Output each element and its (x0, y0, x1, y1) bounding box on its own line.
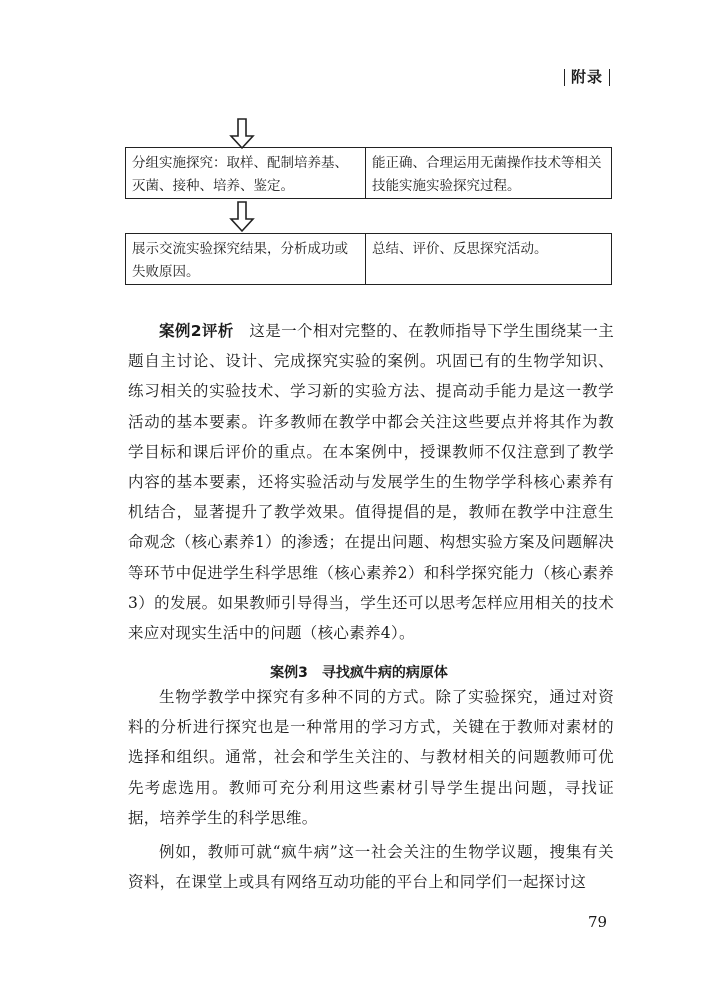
flow-step-activity: 分组实施探究：取样、配制培养基、灭菌、接种、培养、鉴定。 (126, 148, 366, 198)
flow-step-goal: 总结、评价、反思探究活动。 (372, 241, 548, 257)
header-label: 附录 (570, 68, 603, 86)
flow-step-activity: 展示交流实验探究结果，分析成功或失败原因。 (126, 234, 366, 284)
header-divider-right (609, 69, 610, 86)
case3-paragraph-2: 例如，教师可就“疯牛病”这一社会关注的生物学议题，搜集有关资料，在课堂上或具有网络互动功能的平台上和同学们一起探讨这 (128, 843, 614, 892)
flow-step-present (125, 233, 612, 285)
case3-body (128, 682, 614, 897)
case3-paragraph-1: 生物学教学中探究有多种不同的方式。除了实验探究，通过对资料的分析进行探究也是一种常用的学习方式，关键在于教师对素材的选择和组织。通常，社会和学生关注的、与教材相关的问题教师可优先考虑选用。教师可充分利用这些素材引导学生提出问题，寻找证据，培养学生的科学思维。 (128, 688, 614, 827)
review-label: 案例2评析 (159, 322, 234, 340)
case2-review (128, 316, 614, 648)
flow-step-implement (125, 147, 612, 199)
down-arrow-icon (229, 201, 255, 233)
review-text: 这是一个相对完整的、在教师指导下学生围绕某一主题自主讨论、设计、完成探究实验的案例。巩固已有的生物学知识、练习相关的实验技术、学习新的实验方法、提高动手能力是这一教学活动的基本要素。许多教师在教学中都会关注这些要点并将其作为教学目标和课后评价的重点。在本案例中，授课教师不仅注意到了教学内容的基本要素，还将实验活动与发展学生的生物学学科核心素养有机结合，显著提升了教学效果。值得提倡的是，教师在教学中注意生命观念（核心素养1）的渗透；在提出问题、构想实验方案及问题解决等环节中促进学生科学思维（核心素养2）和科学探究能力（核心素养3）的发展。如果教师引导得当，学生还可以思考怎样应用相关的技术来应对现实生活中的问题（核心素养4）。 (128, 322, 614, 643)
down-arrow-icon (229, 118, 255, 150)
header-divider-left (564, 69, 565, 86)
case3-title: 案例3 寻找疯牛病的病原体 (270, 665, 448, 681)
running-header (558, 66, 616, 87)
page-number: 79 (588, 913, 608, 931)
flow-step-goal: 能正确、合理运用无菌操作技术等相关技能实施实验探究过程。 (372, 155, 602, 194)
